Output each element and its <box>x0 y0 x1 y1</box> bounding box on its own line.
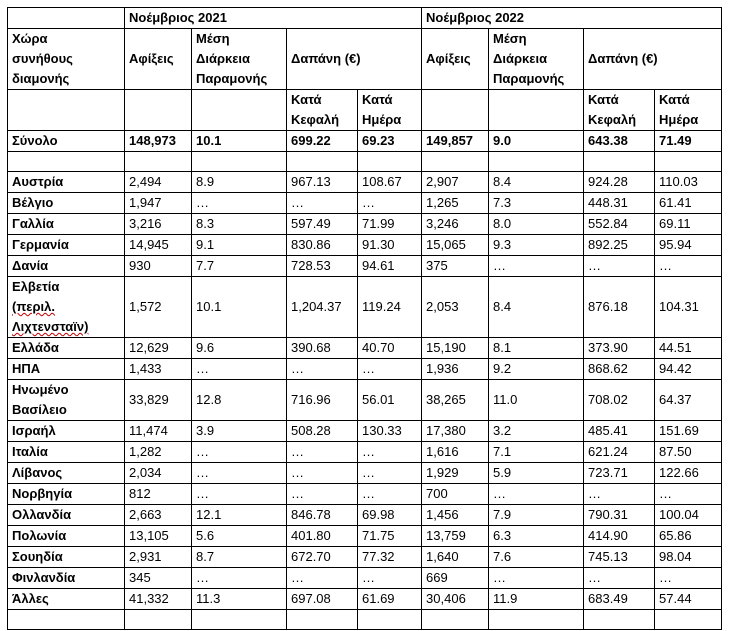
total-cell: 71.49 <box>655 131 722 152</box>
value-cell: 11.0 <box>489 380 584 421</box>
value-cell: 2,931 <box>125 547 192 568</box>
total-cell: 149,857 <box>422 131 489 152</box>
value-cell: 7.1 <box>489 442 584 463</box>
empty-cell <box>489 610 584 630</box>
country-name: ΗΠΑ <box>8 359 125 380</box>
country-name-line: Λιχτενσταϊν) <box>12 319 89 334</box>
value-cell: … <box>287 193 358 214</box>
per-day-2021-header: Κατά Ημέρα <box>358 90 422 131</box>
value-cell: 8.0 <box>489 214 584 235</box>
total-cell: 69.23 <box>358 131 422 152</box>
value-cell: 892.25 <box>584 235 655 256</box>
value-cell: … <box>655 256 722 277</box>
value-cell: 104.31 <box>655 277 722 338</box>
value-cell: 7.7 <box>192 256 287 277</box>
value-cell: 1,204.37 <box>287 277 358 338</box>
value-cell: 65.86 <box>655 526 722 547</box>
value-cell: 1,936 <box>422 359 489 380</box>
value-cell: 9.2 <box>489 359 584 380</box>
value-cell: 7.6 <box>489 547 584 568</box>
empty-cell <box>192 90 287 131</box>
value-cell: 98.04 <box>655 547 722 568</box>
country-name: Γερμανία <box>8 235 125 256</box>
value-cell: 508.28 <box>287 421 358 442</box>
value-cell: 373.90 <box>584 338 655 359</box>
table-row <box>8 463 722 484</box>
country-name: Γαλλία <box>8 214 125 235</box>
value-cell: 30,406 <box>422 589 489 610</box>
total-cell: 10.1 <box>192 131 287 152</box>
value-cell: 56.01 <box>358 380 422 421</box>
value-cell: 41,332 <box>125 589 192 610</box>
value-cell: … <box>655 568 722 589</box>
per-head-2021-header: Κατά Κεφαλή <box>287 90 358 131</box>
value-cell: 708.02 <box>584 380 655 421</box>
value-cell: 12.1 <box>192 505 287 526</box>
value-cell: 967.13 <box>287 172 358 193</box>
value-cell: … <box>584 484 655 505</box>
table-row <box>8 256 722 277</box>
country-column-header: Χώρα συνήθους διαμονής <box>8 29 125 90</box>
value-cell: 8.3 <box>192 214 287 235</box>
arrivals-spending-table <box>7 7 722 630</box>
column-header-row <box>8 29 722 90</box>
value-cell: 44.51 <box>655 338 722 359</box>
value-cell: 151.69 <box>655 421 722 442</box>
value-cell: 2,053 <box>422 277 489 338</box>
country-name-line: Ηνωμένο <box>12 382 69 397</box>
country-name-line: Βασίλειο <box>12 402 67 417</box>
country-name: Ολλανδία <box>8 505 125 526</box>
value-cell: 375 <box>422 256 489 277</box>
country-name: Σουηδία <box>8 547 125 568</box>
value-cell: 94.42 <box>655 359 722 380</box>
value-cell: … <box>358 568 422 589</box>
value-cell: 669 <box>422 568 489 589</box>
table-row <box>8 484 722 505</box>
value-cell: 2,034 <box>125 463 192 484</box>
value-cell: 672.70 <box>287 547 358 568</box>
table-row <box>8 235 722 256</box>
spend-2022-header: Δαπάνη (€) <box>584 29 722 90</box>
value-cell: … <box>584 568 655 589</box>
value-cell: 1,929 <box>422 463 489 484</box>
table-row <box>8 526 722 547</box>
table-row <box>8 359 722 380</box>
value-cell: 790.31 <box>584 505 655 526</box>
avg-stay-2022-header: Μέση Διάρκεια Παραμονής <box>489 29 584 90</box>
country-name: Δανία <box>8 256 125 277</box>
value-cell: 91.30 <box>358 235 422 256</box>
value-cell: … <box>192 359 287 380</box>
value-cell: 3,216 <box>125 214 192 235</box>
per-head-2022-header: Κατά Κεφαλή <box>584 90 655 131</box>
value-cell: 9.1 <box>192 235 287 256</box>
country-name: Φινλανδία <box>8 568 125 589</box>
value-cell: 812 <box>125 484 192 505</box>
value-cell: 723.71 <box>584 463 655 484</box>
value-cell: 448.31 <box>584 193 655 214</box>
value-cell: 830.86 <box>287 235 358 256</box>
value-cell: … <box>287 359 358 380</box>
table-row <box>8 568 722 589</box>
total-cell: 9.0 <box>489 131 584 152</box>
value-cell: 12.8 <box>192 380 287 421</box>
value-cell: 40.70 <box>358 338 422 359</box>
total-label: Σύνολο <box>8 131 125 152</box>
empty-cell <box>8 90 125 131</box>
country-name: Νορβηγία <box>8 484 125 505</box>
value-cell: 5.9 <box>489 463 584 484</box>
value-cell: 11.9 <box>489 589 584 610</box>
arrivals-2021-header: Αφίξεις <box>125 29 192 90</box>
value-cell: 414.90 <box>584 526 655 547</box>
value-cell: 100.04 <box>655 505 722 526</box>
country-name-line: Ελβετία <box>12 279 60 294</box>
value-cell: … <box>358 193 422 214</box>
spacer-row <box>8 152 722 172</box>
value-cell: 11,474 <box>125 421 192 442</box>
value-cell: 11.3 <box>192 589 287 610</box>
value-cell: … <box>192 193 287 214</box>
value-cell: 71.75 <box>358 526 422 547</box>
value-cell: 1,456 <box>422 505 489 526</box>
value-cell: 130.33 <box>358 421 422 442</box>
value-cell: … <box>287 442 358 463</box>
table-row <box>8 505 722 526</box>
value-cell: 700 <box>422 484 489 505</box>
value-cell: 728.53 <box>287 256 358 277</box>
value-cell: 745.13 <box>584 547 655 568</box>
empty-cell <box>8 8 125 29</box>
value-cell: 119.24 <box>358 277 422 338</box>
value-cell: 3.2 <box>489 421 584 442</box>
empty-cell <box>125 90 192 131</box>
value-cell: 15,190 <box>422 338 489 359</box>
value-cell: 597.49 <box>287 214 358 235</box>
value-cell: 8.9 <box>192 172 287 193</box>
value-cell: 94.61 <box>358 256 422 277</box>
value-cell: 122.66 <box>655 463 722 484</box>
value-cell: … <box>192 484 287 505</box>
value-cell: 7.9 <box>489 505 584 526</box>
country-name: Λίβανος <box>8 463 125 484</box>
value-cell: 1,640 <box>422 547 489 568</box>
value-cell: 401.80 <box>287 526 358 547</box>
table-row <box>8 380 722 421</box>
value-cell: 69.11 <box>655 214 722 235</box>
value-cell: 924.28 <box>584 172 655 193</box>
value-cell: … <box>287 568 358 589</box>
value-cell: 2,907 <box>422 172 489 193</box>
value-cell: … <box>192 442 287 463</box>
value-cell: 15,065 <box>422 235 489 256</box>
table-row <box>8 338 722 359</box>
value-cell: … <box>358 359 422 380</box>
value-cell: … <box>287 463 358 484</box>
value-cell: … <box>192 463 287 484</box>
value-cell: 930 <box>125 256 192 277</box>
value-cell: … <box>192 568 287 589</box>
spend-2021-header: Δαπάνη (€) <box>287 29 422 90</box>
value-cell: 14,945 <box>125 235 192 256</box>
value-cell: 868.62 <box>584 359 655 380</box>
period-header-row <box>8 8 722 29</box>
total-row <box>8 131 722 152</box>
value-cell: … <box>489 484 584 505</box>
empty-cell <box>358 610 422 630</box>
value-cell: 33,829 <box>125 380 192 421</box>
value-cell: 3.9 <box>192 421 287 442</box>
table-row <box>8 193 722 214</box>
country-name: Ισραήλ <box>8 421 125 442</box>
empty-cell <box>422 90 489 131</box>
value-cell: … <box>655 484 722 505</box>
value-cell: … <box>287 484 358 505</box>
table-row <box>8 589 722 610</box>
value-cell: 3,246 <box>422 214 489 235</box>
value-cell: 71.99 <box>358 214 422 235</box>
value-cell: 61.69 <box>358 589 422 610</box>
value-cell: 110.03 <box>655 172 722 193</box>
table-row <box>8 547 722 568</box>
table-row <box>8 214 722 235</box>
period-2021-header: Νοέμβριος 2021 <box>125 8 422 29</box>
empty-row <box>8 610 722 630</box>
value-cell: 95.94 <box>655 235 722 256</box>
table-row <box>8 442 722 463</box>
empty-cell <box>584 610 655 630</box>
value-cell: 5.6 <box>192 526 287 547</box>
value-cell: 1,282 <box>125 442 192 463</box>
value-cell: 1,616 <box>422 442 489 463</box>
value-cell: 17,380 <box>422 421 489 442</box>
empty-cell <box>489 90 584 131</box>
value-cell: … <box>358 463 422 484</box>
value-cell: 8.1 <box>489 338 584 359</box>
arrivals-2022-header: Αφίξεις <box>422 29 489 90</box>
value-cell: 683.49 <box>584 589 655 610</box>
country-name: Ιταλία <box>8 442 125 463</box>
total-cell: 699.22 <box>287 131 358 152</box>
value-cell: … <box>358 442 422 463</box>
empty-cell <box>125 610 192 630</box>
value-cell: … <box>584 256 655 277</box>
value-cell: 697.08 <box>287 589 358 610</box>
value-cell: 13,759 <box>422 526 489 547</box>
empty-cell <box>192 610 287 630</box>
value-cell: 77.32 <box>358 547 422 568</box>
value-cell: 1,433 <box>125 359 192 380</box>
value-cell: 846.78 <box>287 505 358 526</box>
value-cell: 61.41 <box>655 193 722 214</box>
avg-stay-2021-header: Μέση Διάρκεια Παραμονής <box>192 29 287 90</box>
value-cell: 485.41 <box>584 421 655 442</box>
value-cell: 8.7 <box>192 547 287 568</box>
value-cell: 2,663 <box>125 505 192 526</box>
value-cell: 1,265 <box>422 193 489 214</box>
value-cell: 12,629 <box>125 338 192 359</box>
value-cell: 69.98 <box>358 505 422 526</box>
country-name: Ελλάδα <box>8 338 125 359</box>
period-2022-header: Νοέμβριος 2022 <box>422 8 722 29</box>
value-cell: … <box>489 568 584 589</box>
per-day-2022-header: Κατά Ημέρα <box>655 90 722 131</box>
value-cell: 621.24 <box>584 442 655 463</box>
value-cell: 8.4 <box>489 172 584 193</box>
value-cell: 8.4 <box>489 277 584 338</box>
value-cell: 87.50 <box>655 442 722 463</box>
country-name: Αυστρία <box>8 172 125 193</box>
value-cell: 716.96 <box>287 380 358 421</box>
total-cell: 643.38 <box>584 131 655 152</box>
value-cell: 57.44 <box>655 589 722 610</box>
country-name <box>8 380 125 421</box>
empty-cell <box>287 610 358 630</box>
country-name: Πολωνία <box>8 526 125 547</box>
country-name: Άλλες <box>8 589 125 610</box>
country-name <box>8 277 125 338</box>
value-cell: 9.3 <box>489 235 584 256</box>
value-cell: 390.68 <box>287 338 358 359</box>
empty-cell <box>422 610 489 630</box>
value-cell: 108.67 <box>358 172 422 193</box>
value-cell: 10.1 <box>192 277 287 338</box>
value-cell: … <box>489 256 584 277</box>
total-cell: 148,973 <box>125 131 192 152</box>
value-cell: 13,105 <box>125 526 192 547</box>
value-cell: 1,572 <box>125 277 192 338</box>
table-row <box>8 421 722 442</box>
empty-cell <box>655 610 722 630</box>
value-cell: … <box>358 484 422 505</box>
table-row <box>8 172 722 193</box>
table-row <box>8 277 722 338</box>
subheader-row <box>8 90 722 131</box>
value-cell: 6.3 <box>489 526 584 547</box>
empty-cell <box>8 610 125 630</box>
country-name-line: (περιλ. <box>12 299 55 314</box>
value-cell: 552.84 <box>584 214 655 235</box>
value-cell: 38,265 <box>422 380 489 421</box>
value-cell: 345 <box>125 568 192 589</box>
value-cell: 9.6 <box>192 338 287 359</box>
value-cell: 1,947 <box>125 193 192 214</box>
value-cell: 7.3 <box>489 193 584 214</box>
value-cell: 876.18 <box>584 277 655 338</box>
value-cell: 64.37 <box>655 380 722 421</box>
value-cell: 2,494 <box>125 172 192 193</box>
country-name: Βέλγιο <box>8 193 125 214</box>
